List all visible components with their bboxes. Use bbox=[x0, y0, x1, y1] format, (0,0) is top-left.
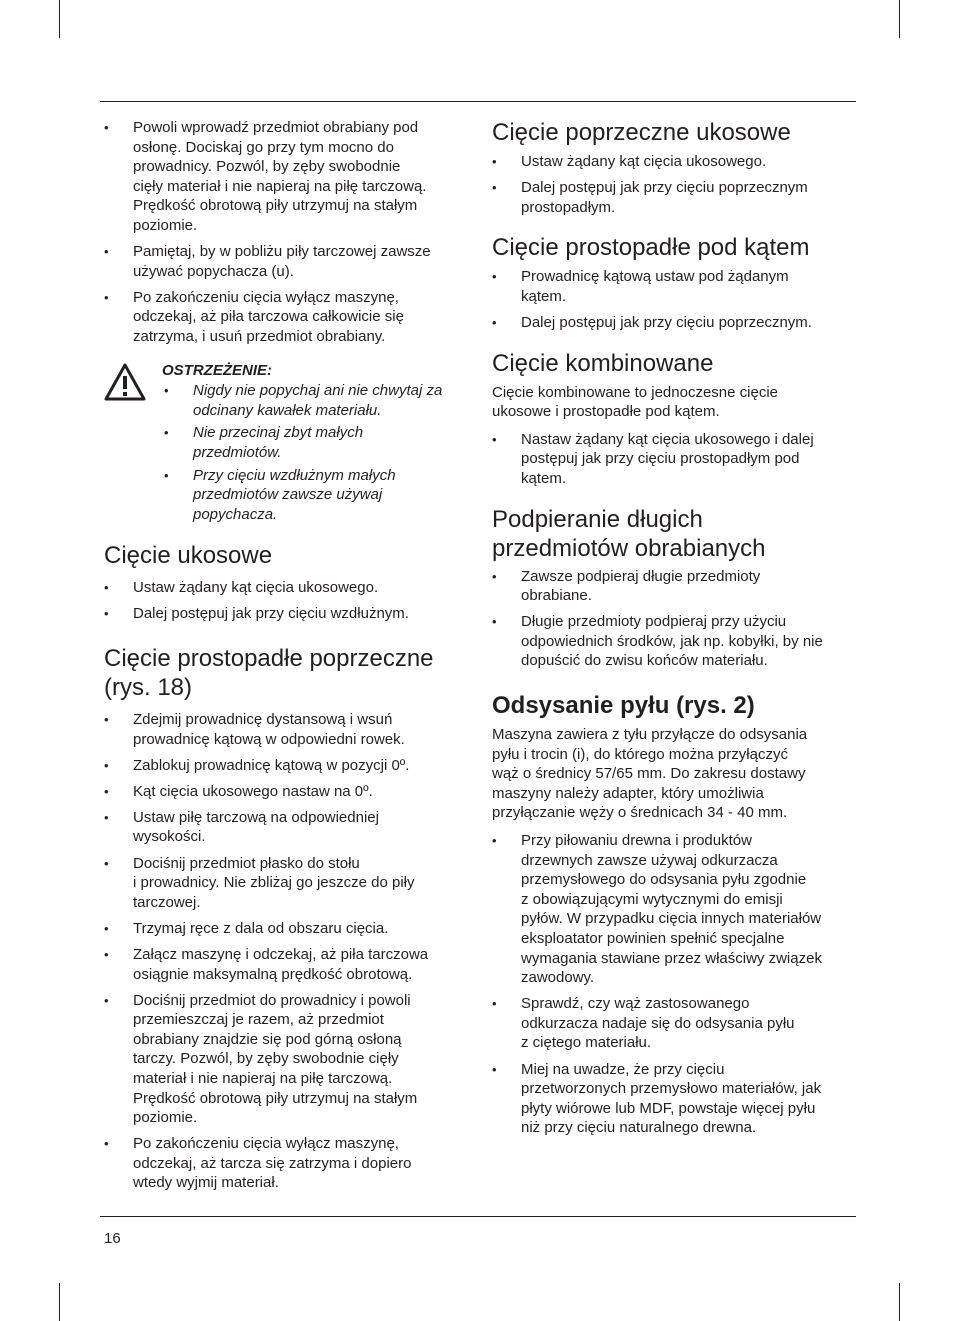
combined-list bbox=[492, 430, 862, 489]
section-heading-angle-cross: Cięcie prostopadłe pod kątem bbox=[492, 234, 810, 262]
section-heading-support: Podpieranie długich przedmiotów obrabianych bbox=[492, 505, 766, 562]
list-item: • Dociśnij przedmiot do prowadnicy i powoli przemieszczaj je razem, aż przedmiot obrabiany znajdzie się pod górną osłoną tarczy. Pozwól, by zęby swobodnie cięły materiał i nie napieraj na piłę tarczową. Prędkość obrotową piły utrzymuj na stałym poziomie. bbox=[104, 991, 476, 1128]
list-item: • Zdejmij prowadnicę dystansową i wsuń prowadnicę kątową w odpowiedni rowek. bbox=[104, 710, 476, 749]
list-item: • Powoli wprowadź przedmiot obrabiany pod osłonę. Dociskaj go przy tym mocno do prowadnicy. Pozwól, by zęby swobodnie cięły materiał i nie napieraj na piłę tarczową. Prędkość obrotową piły utrzymuj na stałym poziomie. bbox=[104, 118, 476, 236]
list-item: • Załącz maszynę i odczekaj, aż piła tarczowa osiągnie maksymalną prędkość obrotową. bbox=[104, 945, 476, 984]
section-heading-dust: Odsysanie pyłu (rys. 2) bbox=[492, 692, 755, 719]
warning-box bbox=[104, 361, 476, 525]
list-item: • Dalej postępuj jak przy cięciu poprzecznym. bbox=[492, 313, 862, 333]
section-heading-combined: Cięcie kombinowane bbox=[492, 349, 714, 377]
left-column bbox=[104, 106, 476, 1200]
support-list bbox=[492, 567, 862, 671]
crosscut-list bbox=[104, 710, 476, 1193]
dust-list bbox=[492, 831, 862, 1138]
dust-text: Maszyna zawiera z tyłu przyłącze do odsysania pyłu i trocin (i), do którego można przyłączyć wąż o średnicy 57/65 mm. Do zakresu dostawy maszyny należy adapter, który umożliwia przyłączanie węży o średnicach 34 - 40 mm. bbox=[492, 726, 808, 822]
miter-list bbox=[104, 578, 476, 624]
footer-rule bbox=[100, 1216, 856, 1217]
section-heading-crosscut: Cięcie prostopadłe poprzeczne (rys. 18) bbox=[104, 644, 434, 701]
section-heading-bevel-cross: Cięcie poprzeczne ukosowe bbox=[492, 119, 791, 146]
warning-title: OSTRZEŻENIE: bbox=[162, 361, 273, 379]
warning-item: • Nigdy nie popychaj ani nie chwytaj za odcinany kawałek materiału. bbox=[162, 381, 476, 420]
list-item: • Po zakończeniu cięcia wyłącz maszynę, odczekaj, aż tarcza się zatrzyma i dopiero wtedy wyjmij materiał. bbox=[104, 1134, 476, 1193]
warning-triangle-icon bbox=[104, 363, 146, 401]
angle-cross-list bbox=[492, 267, 862, 332]
list-item: • Dalej postępuj jak przy cięciu poprzecznym prostopadłym. bbox=[492, 178, 862, 217]
list-item: • Miej na uwadze, że przy cięciu przetworzonych przemysłowo materiałów, jak płyty wiórowe lub MDF, powstaje więcej pyłu niż przy cięciu naturalnego drewna. bbox=[492, 1060, 862, 1138]
crop-mark bbox=[899, 1283, 900, 1321]
crop-mark bbox=[59, 0, 60, 38]
list-item: • Sprawdź, czy wąż zastosowanego odkurzacza nadaje się do odsysania pyłu z ciętego materiału. bbox=[492, 994, 862, 1053]
header-rule bbox=[100, 101, 856, 102]
combined-text: Cięcie kombinowane to jednoczesne cięcie ukosowe i prostopadłe pod kątem. bbox=[492, 383, 778, 421]
list-item: • Ustaw piłę tarczową na odpowiedniej wysokości. bbox=[104, 808, 476, 847]
list-item: • Przy piłowaniu drewna i produktów drzewnych zawsze używaj odkurzacza przemysłowego do odsysania pyłu zgodnie z obowiązującymi wytycznymi do emisji pyłów. W przypadku cięcia innych materiałów eksploatator powinien spełnić specjalne wymagania stawiane przez właściwy związek zawodowy. bbox=[492, 831, 862, 988]
list-item: • Ustaw żądany kąt cięcia ukosowego. bbox=[104, 578, 476, 598]
warning-item: • Przy cięciu wzdłużnym małych przedmiotów zawsze używaj popychacza. bbox=[162, 466, 476, 525]
crop-mark bbox=[59, 1283, 60, 1321]
list-item: • Dalej postępuj jak przy cięciu wzdłużnym. bbox=[104, 604, 476, 624]
list-item: • Trzymaj ręce z dala od obszaru cięcia. bbox=[104, 919, 476, 939]
intro-list bbox=[104, 118, 476, 347]
section-heading-miter: Cięcie ukosowe bbox=[104, 542, 273, 570]
bevel-cross-list bbox=[492, 152, 862, 217]
list-item: • Po zakończeniu cięcia wyłącz maszynę, odczekaj, aż piła tarczowa całkowicie się zatrzyma, i usuń przedmiot obrabiany. bbox=[104, 288, 476, 347]
crop-mark bbox=[899, 0, 900, 38]
list-item: • Pamiętaj, by w pobliżu piły tarczowej zawsze używać popychacza (u). bbox=[104, 242, 476, 281]
page-number: 16 bbox=[104, 1230, 121, 1247]
list-item: • Kąt cięcia ukosowego nastaw na 0º. bbox=[104, 782, 476, 802]
list-item: • Zawsze podpieraj długie przedmioty obrabiane. bbox=[492, 567, 862, 606]
warning-list bbox=[162, 381, 476, 524]
warning-item: • Nie przecinaj zbyt małych przedmiotów. bbox=[162, 423, 476, 462]
right-column bbox=[492, 106, 862, 1144]
list-item: • Dociśnij przedmiot płasko do stołu i prowadnicy. Nie zbliżaj go jeszcze do piły tarczowej. bbox=[104, 854, 476, 913]
list-item: • Zablokuj prowadnicę kątową w pozycji 0º. bbox=[104, 756, 476, 776]
list-item: • Nastaw żądany kąt cięcia ukosowego i dalej postępuj jak przy cięciu prostopadłym pod kątem. bbox=[492, 430, 862, 489]
list-item: • Prowadnicę kątową ustaw pod żądanym kątem. bbox=[492, 267, 862, 306]
list-item: • Ustaw żądany kąt cięcia ukosowego. bbox=[492, 152, 862, 172]
list-item: • Długie przedmioty podpieraj przy użyciu odpowiednich środków, jak np. kobyłki, by nie dopuścić do zwisu końców materiału. bbox=[492, 612, 862, 671]
